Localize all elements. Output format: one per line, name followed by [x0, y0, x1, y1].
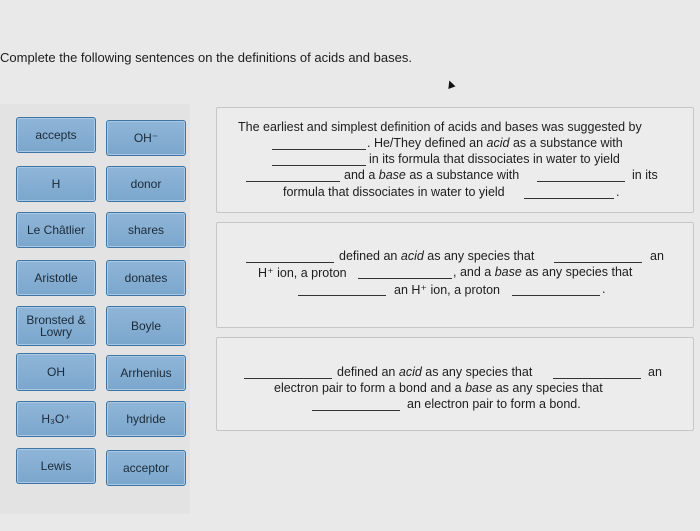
chip-bronsted-lowry[interactable]: Bronsted & Lowry — [16, 306, 96, 346]
mouse-cursor-icon: ▲ — [441, 74, 460, 93]
s1-blank-2[interactable] — [272, 165, 366, 166]
instruction-text: Complete the following sentences on the definitions of acids and bases. — [0, 50, 412, 65]
s1-line2: . He/They defined an acid as a substance with — [367, 136, 623, 150]
chip-donates[interactable]: donates — [106, 260, 186, 296]
chip-h3o-plus[interactable]: H₃O⁺ — [16, 401, 96, 437]
s2-line3-end: . — [602, 282, 606, 296]
s2-blank-5[interactable] — [512, 295, 600, 296]
chip-acceptor[interactable]: acceptor — [106, 450, 186, 486]
chip-arrhenius[interactable]: Arrhenius — [106, 355, 186, 391]
s2-line1-end: an — [650, 249, 664, 263]
chip-boyle[interactable]: Boyle — [106, 306, 186, 346]
s2-line2b: , and a base as any species that — [453, 265, 633, 279]
s2-line3: an H⁺ ion, a proton — [394, 283, 500, 297]
s1-line5: formula that dissociates in water to yield — [283, 185, 505, 199]
s3-line1-end: an — [648, 365, 662, 379]
s2-blank-3[interactable] — [358, 278, 452, 279]
s1-blank-3[interactable] — [246, 181, 340, 182]
chip-oh-minus[interactable]: OH⁻ — [106, 120, 186, 156]
chip-accepts[interactable]: accepts — [16, 117, 96, 153]
s3-line1: defined an acid as any species that — [337, 365, 533, 379]
s3-blank-3[interactable] — [312, 410, 400, 411]
s2-blank-2[interactable] — [554, 262, 642, 263]
chip-hydride[interactable]: hydride — [106, 401, 186, 437]
s3-line3: an electron pair to form a bond. — [407, 397, 581, 411]
s3-line2: electron pair to form a bond and a base as any species that — [274, 381, 603, 395]
s3-blank-1[interactable] — [244, 378, 332, 379]
s1-blank-5[interactable] — [524, 198, 614, 199]
s1-line5-end: . — [616, 185, 620, 199]
s3-blank-2[interactable] — [553, 378, 641, 379]
s2-blank-1[interactable] — [246, 262, 334, 263]
s1-blank-1[interactable] — [272, 149, 366, 150]
s1-blank-4[interactable] — [537, 181, 625, 182]
chip-oh[interactable]: OH — [16, 353, 96, 391]
chip-donor[interactable]: donor — [106, 166, 186, 202]
s1-line3: in its formula that dissociates in water to yield — [369, 152, 620, 166]
s1-line4-end: in its — [632, 168, 658, 182]
chip-le-chatelier[interactable]: Le Châtlier — [16, 212, 96, 248]
chip-aristotle[interactable]: Aristotle — [16, 260, 96, 296]
s2-line2a: H⁺ ion, a proton — [258, 266, 347, 280]
chip-h[interactable]: H — [16, 166, 96, 202]
s2-line1: defined an acid as any species that — [339, 249, 535, 263]
s2-blank-4[interactable] — [298, 295, 386, 296]
s1-line4: and a base as a substance with — [344, 168, 520, 182]
s1-line1: The earliest and simplest definition of acids and bases was suggested by — [238, 120, 642, 134]
chip-lewis[interactable]: Lewis — [16, 448, 96, 484]
chip-shares[interactable]: shares — [106, 212, 186, 248]
